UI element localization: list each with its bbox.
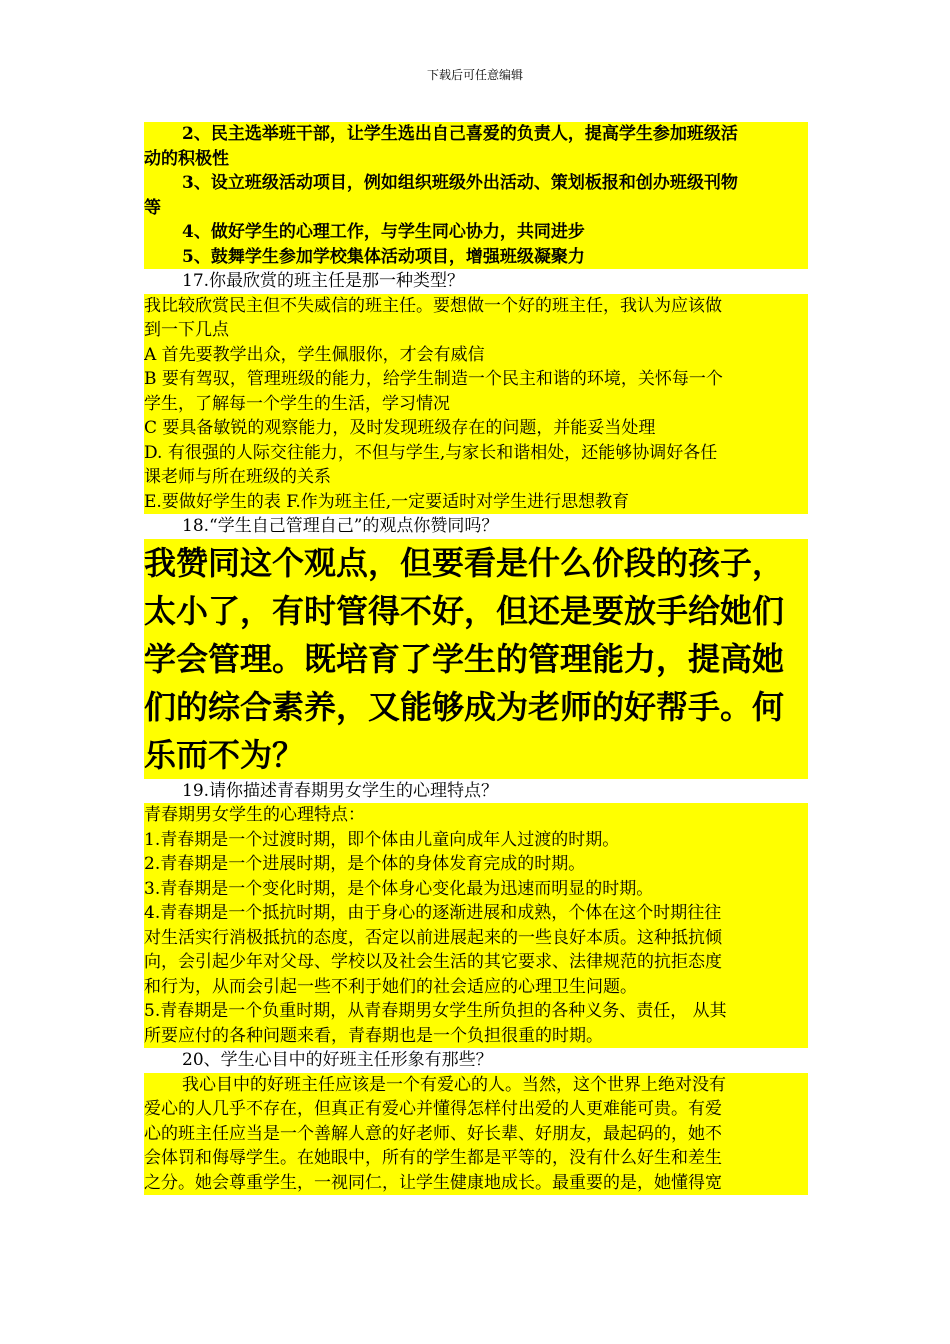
text-line: 2、民主选举班干部，让学生选出自己喜爱的负责人，提高学生参加班级活 (144, 122, 808, 147)
text-line: 19.请你描述青春期男女学生的心理特点？ (182, 780, 499, 801)
text-line: B 要有驾驭，管理班级的能力，给学生制造一个民主和谐的环境，关怀每一个 (144, 367, 808, 392)
text-line: 我赞同这个观点，但要看是什么价段的孩子， (144, 539, 808, 587)
page-header: 下载后可任意编辑 (426, 68, 523, 82)
text-line: 等 (144, 196, 808, 221)
text-line: 和行为，从而会引起一些不利于她们的社会适应的心理卫生问题。 (144, 975, 808, 1000)
text-line: 心的班主任应当是一个善解人意的好老师、好长辈、好朋友，最起码的，她不 (144, 1122, 808, 1147)
text-line: 5、鼓舞学生参加学校集体活动项目，增强班级凝聚力 (144, 245, 808, 270)
text-line: 我心目中的好班主任应该是一个有爱心的人。当然，这个世界上绝对没有 (144, 1073, 808, 1098)
text-line: 课老师与所在班级的关系 (144, 465, 808, 490)
text-line: 对生活实行消极抵抗的态度，否定以前进展起来的一些良好本质。这种抵抗倾 (144, 926, 808, 951)
text-line: A 首先要教学出众，学生佩服你，才会有威信 (144, 343, 808, 368)
text-line: 17.你最欣赏的班主任是那一种类型？ (182, 271, 465, 291)
text-line: 学生，了解每一个学生的生活，学习情况 (144, 392, 808, 417)
text-line: 乐而不为？ (144, 731, 808, 779)
text-line: 3、设立班级活动项目，例如组织班级外出活动、策划板报和创办班级刊物 (144, 171, 808, 196)
text-line: 4、做好学生的心理工作，与学生同心协力，共同进步 (144, 220, 808, 245)
text-line: 青春期男女学生的心理特点： (144, 803, 808, 828)
text-line: 们的综合素养，又能够成为老师的好帮手。何 (144, 683, 808, 731)
text-line: 太小了，有时管得不好，但还是要放手给她们 (144, 587, 808, 635)
document-body (144, 122, 808, 1195)
text-line: 4.青春期是一个抵抗时期，由于身心的逐渐进展和成熟，个体在这个时期往往 (144, 901, 808, 926)
text-line: C 要具备敏锐的观察能力，及时发现班级存在的问题，并能妥当处理 (144, 416, 808, 441)
text-line: 2.青春期是一个进展时期，是个体的身体发育完成的时期。 (144, 852, 808, 877)
text-line: 向，会引起少年对父母、学校以及社会生活的其它要求、法律规范的抗拒态度 (144, 950, 808, 975)
text-line: 20、学生心目中的好班主任形象有那些？ (182, 1050, 493, 1070)
text-line: 到一下几点 (144, 318, 808, 343)
text-line: 18.“学生自己管理自己”的观点你赞同吗？ (182, 516, 499, 536)
text-line: 我比较欣赏民主但不失威信的班主任。要想做一个好的班主任，我认为应该做 (144, 294, 808, 319)
text-line: 动的积极性 (144, 147, 808, 172)
text-line: E.要做好学生的表 F.作为班主任,一定要适时对学生进行思想教育 (144, 490, 808, 515)
text-line: 之分。她会尊重学生，一视同仁，让学生健康地成长。最重要的是，她懂得宽 (144, 1171, 808, 1196)
text-line: 爱心的人几乎不存在，但真正有爱心并懂得怎样付出爱的人更难能可贵。有爱 (144, 1097, 808, 1122)
text-line: 5.青春期是一个负重时期，从青春期男女学生所负担的各种义务、责任， 从其 (144, 999, 808, 1024)
text-line: 学会管理。既培育了学生的管理能力，提高她 (144, 635, 808, 683)
text-line: 3.青春期是一个变化时期，是个体身心变化最为迅速而明显的时期。 (144, 877, 808, 902)
text-line: 所要应付的各种问题来看，青春期也是一个负担很重的时期。 (144, 1024, 808, 1049)
text-line: D. 有很强的人际交往能力，不但与学生,与家长和谐相处，还能够协调好各任 (144, 441, 808, 466)
text-line: 会体罚和侮辱学生。在她眼中，所有的学生都是平等的，没有什么好生和差生 (144, 1146, 808, 1171)
text-line: 1.青春期是一个过渡时期，即个体由儿童向成年人过渡的时期。 (144, 828, 808, 853)
